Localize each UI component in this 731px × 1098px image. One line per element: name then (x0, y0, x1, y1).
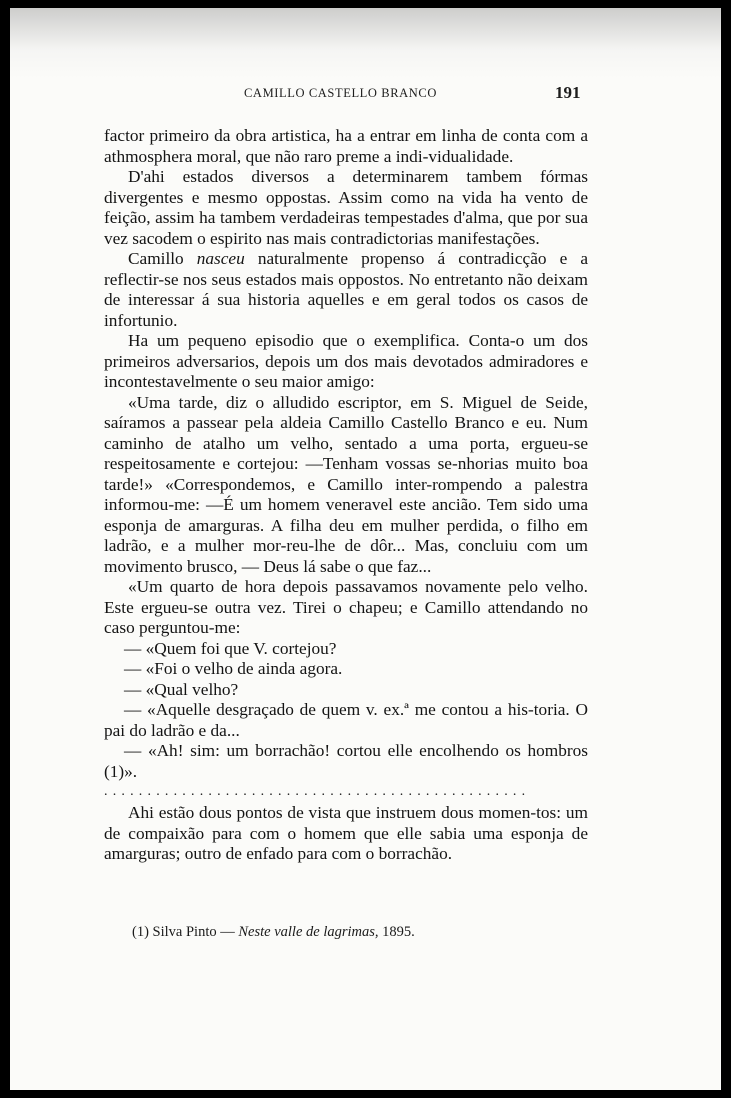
footnote-author: Silva Pinto — (152, 924, 239, 940)
dialog-line: — «Ah! sim: um borrachão! cortou elle encolhendo os hombros (1)». (104, 741, 588, 781)
paragraph-text: naturalmente propenso á contradicção e a reflectir-se nos seus estados mais oppostos. No entretanto não deixam de interessar á sua historia aquelles e em geral todos os casos de infortunio. (104, 249, 588, 330)
dot-leader: ................................................. (104, 788, 531, 798)
paragraph: D'ahi estados diversos a determinarem tambem fórmas divergentes e mesmo oppostas. Assim como na vida ha vento de feição, assim ha tambem verdadeiras tempestades d'alma, que por sua vez sacodem o espirito nas mais contradictorias manifestações. (104, 167, 588, 248)
footnote-title: Neste valle de lagrimas, (238, 924, 379, 940)
paragraph: Ahi estão dous pontos de vista que instruem dous momen-tos: um de compaixão para com o homem que elle sabia uma esponja de amarguras; outro de enfado para com o borrachão. (104, 803, 588, 863)
paragraph-text: Camillo (128, 249, 197, 268)
book-page (10, 8, 721, 1090)
running-head (10, 83, 721, 110)
footnote-marker: (1) (132, 924, 153, 940)
paragraph (104, 249, 588, 331)
dialog-line: — «Qual velho? (124, 679, 239, 699)
body-text (104, 126, 588, 865)
quote-paragraph: «Um quarto de hora depois passavamos novamente pelo velho. Este ergueu-se outra vez. Tirei o chapeu; e Camillo attendando no caso perguntou-me: (104, 577, 588, 637)
scan-shadow (10, 8, 721, 78)
italic-word: nasceu (196, 249, 245, 268)
dialog-line: — «Aquelle desgraçado de quem v. ex.ª me contou a his-toria. O pai do ladrão e da... (104, 700, 588, 740)
header-title: CAMILLO CASTELLO BRANCO (244, 86, 437, 100)
dialog-line: — «Foi o velho de ainda agora. (124, 659, 343, 678)
footnote (132, 924, 415, 941)
footnote-year: 1895. (378, 924, 415, 940)
dialog-line: — «Quem foi que V. cortejou? (124, 638, 337, 658)
page-number: 191 (555, 83, 581, 102)
paragraph: Ha um pequeno episodio que o exemplifica. Conta-o um dos primeiros adversarios, depois um dos mais devotados admiradores e incontestavelmente o seu maior amigo: (104, 331, 588, 391)
paragraph-continuation: factor primeiro da obra artistica, ha a entrar em linha de conta com a athmosphera moral, que não raro preme a indi-vidualidade. (104, 126, 588, 166)
quote-paragraph: «Uma tarde, diz o alludido escriptor, em S. Miguel de Seide, saíramos a passear pela aldeia Camillo Castello Branco e eu. Num caminho de atalho um velho, sentado a uma porta, ergueu-se respeitosamente e cortejou: —Tenham vossas se-nhorias muito boa tarde!» «Correspondemos, e Camillo inter-rompendo a palestra informou-me: —É um homem veneravel este ancião. Tem sido uma esponja de amarguras. A filha deu em mulher perdida, o filho em ladrão, e a mulher mor-reu-lhe de dôr... Mas, concluiu com um movimento brusco, — Deus lá sabe o que faz... (104, 392, 588, 576)
